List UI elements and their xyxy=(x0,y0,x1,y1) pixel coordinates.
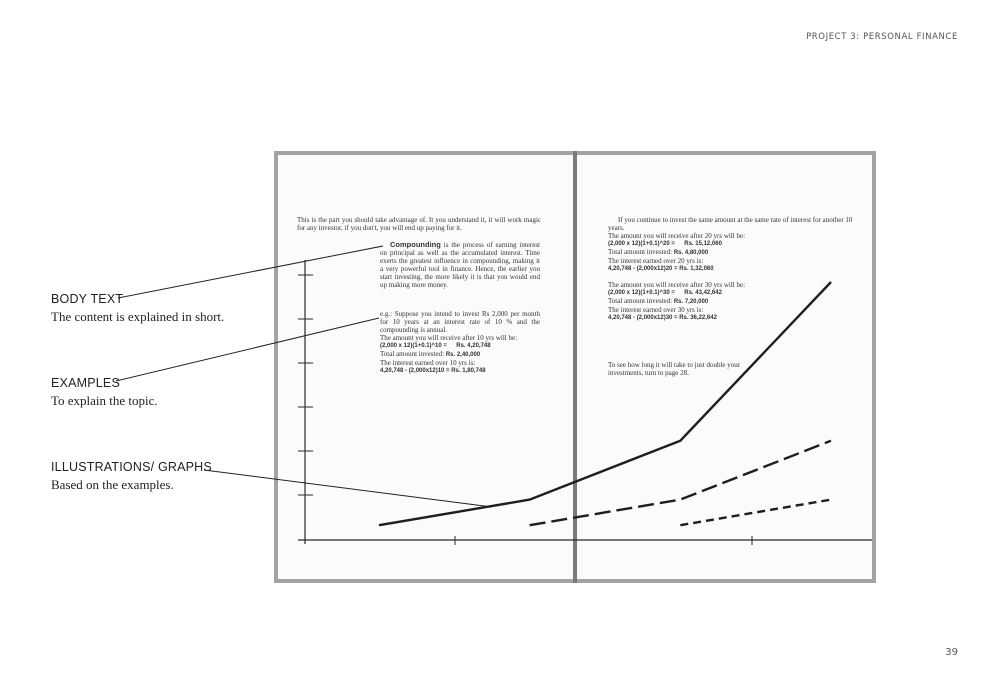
formula20: (2,000 x 12)(1+0.1)^20 = xyxy=(608,241,675,247)
callout-body-text xyxy=(51,291,224,325)
right-intro: If you continue to invest the same amount at the same rate of interest for another 10 years. xyxy=(608,216,853,232)
receive30: The amount you will receive after 30 yrs will be: xyxy=(608,281,746,289)
callout-description: The content is explained in short. xyxy=(51,309,225,324)
invested20-label: Total amount invested: xyxy=(608,248,673,256)
example-intro: e.g.: Suppose you intend to invest Rs 2,000 per month for 10 years at an interest rate of 10 % and the compounding is annual. xyxy=(380,310,540,334)
callout-title: ILLUSTRATIONS/ GRAPHS xyxy=(51,460,212,474)
keyword-compounding: Compounding xyxy=(390,240,441,249)
interest20-formula: 4,20,748 - (2,000x12)20 = Rs. 1,32,060 xyxy=(608,266,714,272)
value30: Rs. 43,42,642 xyxy=(684,290,722,296)
invested30-value: Rs. 7,20,000 xyxy=(673,299,709,305)
body-paragraph: is the process of earning interest on principal as well as the accumulated interest. Time exerts the greatest influence in compounding, making it a very powerful tool in finance. Hence, the earlier you start investing, the more likely it is that you would end up making more money. xyxy=(380,241,540,289)
formula30: (2,000 x 12)(1+0.1)^30 = xyxy=(608,290,675,296)
value20: Rs. 15,12,060 xyxy=(684,241,722,247)
callout-title: BODY TEXT xyxy=(51,292,124,306)
invested-value: Rs. 2,40,000 xyxy=(445,352,481,358)
callout-title: EXAMPLES xyxy=(51,376,120,390)
callout-description: To explain the topic. xyxy=(51,393,158,408)
callout-graphs xyxy=(51,459,212,493)
formula: (2,000 x 12)(1+0.1)^10 = xyxy=(380,343,447,349)
intro-paragraph: This is the part you should take advantage of. It you understand it, it will work magic for any investor, if you don't, you will end up paying for it. xyxy=(297,216,541,232)
invested-label: Total amount invested: xyxy=(380,350,445,358)
page-number: 39 xyxy=(945,647,958,658)
footer-note: To see how long it will take to just double your investments, turn to page 28. xyxy=(608,361,741,377)
interest20-line: The interest earned over 20 yrs is: xyxy=(608,257,704,265)
interest30-formula: 4,20,748 - (2,000x12)30 = Rs. 36,22,642 xyxy=(608,315,717,321)
callout-description: Based on the examples. xyxy=(51,477,174,492)
interest-line: The interest earned over 10 yrs is: xyxy=(380,359,476,367)
invested20-value: Rs. 4,80,000 xyxy=(673,250,709,256)
formula-value: Rs. 4,20,748 xyxy=(456,343,491,349)
receive-line: The amount you will receive after 10 yrs will be: xyxy=(380,334,518,342)
section-header: PROJECT 3: PERSONAL FINANCE xyxy=(806,32,958,42)
leader-graphs xyxy=(204,470,492,507)
invested30-label: Total amount invested: xyxy=(608,297,673,305)
compounding-graph xyxy=(298,260,872,545)
interest-formula: 4,20,748 - (2,000x12)10 = Rs. 1,80,748 xyxy=(380,368,486,374)
leader-examples xyxy=(116,318,379,381)
interest30-line: The interest earned over 30 yrs is: xyxy=(608,306,704,314)
callout-examples xyxy=(51,375,158,409)
series-line-short-dash xyxy=(680,500,831,526)
series-line-solid xyxy=(379,282,831,525)
receive20: The amount you will receive after 20 yrs will be: xyxy=(608,232,746,240)
